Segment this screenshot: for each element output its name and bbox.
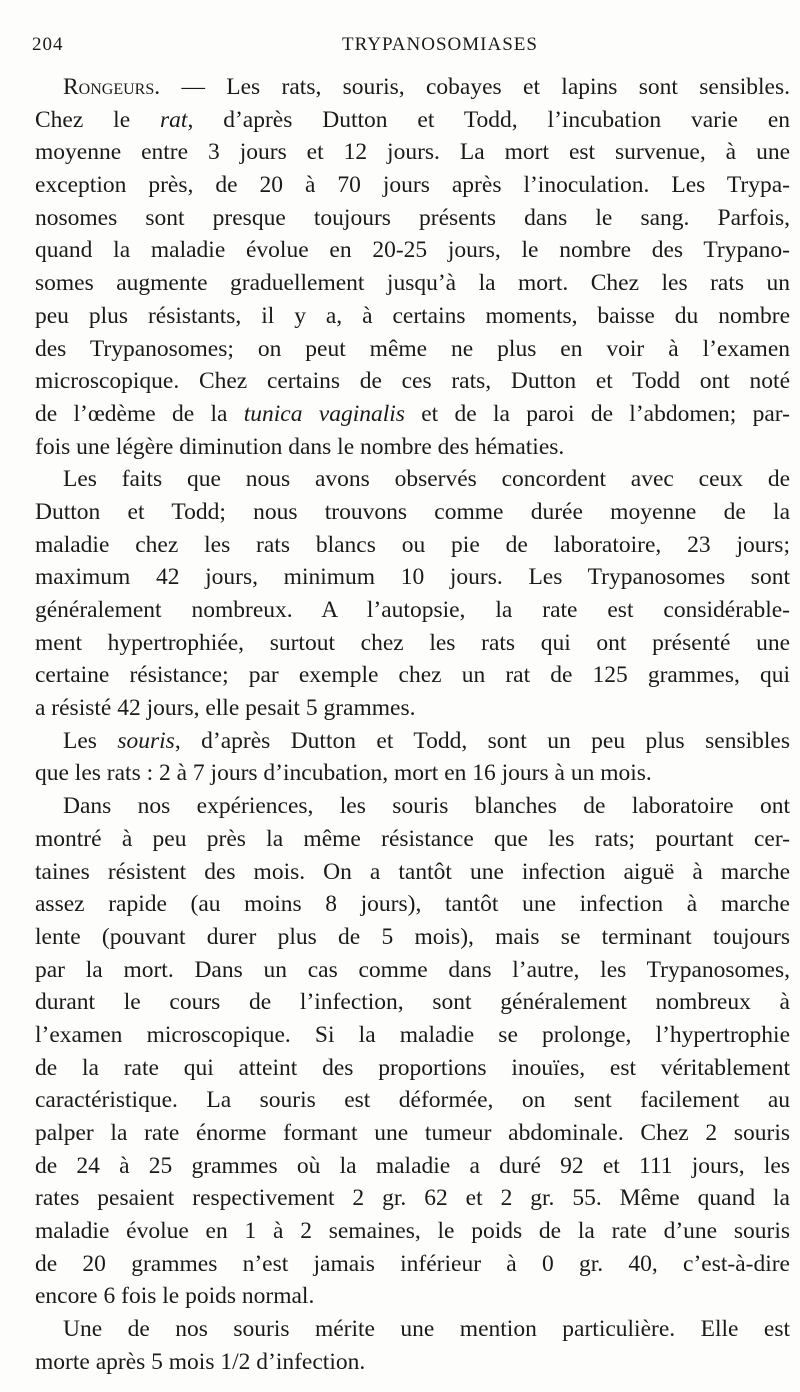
text-run: assez rapide (au moins 8 jours), tantôt une infection à marche xyxy=(35,891,790,918)
text-line xyxy=(35,1313,790,1346)
text-run: maximum 42 jours, minimum 10 jours. Les Trypanosomes sont xyxy=(35,564,790,591)
text-run: Dans nos expériences, les souris blanches de laboratoire ont xyxy=(63,793,790,820)
text-line xyxy=(35,234,790,267)
text-line xyxy=(35,398,790,431)
text-run: a résisté 42 jours, elle pesait 5 grammes. xyxy=(35,695,416,722)
text-run: caractéristique. La souris est déformée, on sent facilement au xyxy=(35,1087,790,1114)
text-line xyxy=(35,300,790,333)
text-run: que les rats : 2 à 7 jours d’incubation, mort en 16 jours à un mois. xyxy=(35,760,652,787)
text-run: morte après 5 mois 1/2 d’infection. xyxy=(35,1348,366,1375)
text-run: rates pesaient respectivement 2 gr. 62 et 2 gr. 55. Même quand la xyxy=(35,1185,790,1212)
text-run: maladie évolue en 1 à 2 semaines, le poids de la rate d’une souris xyxy=(35,1218,790,1245)
text-line xyxy=(35,1052,790,1085)
text-run: maladie chez les rats blancs ou pie de laboratoire, 23 jours; xyxy=(35,531,790,558)
text-run: certaine résistance; par exemple chez un rat de 125 grammes, qui xyxy=(35,662,790,689)
italic-text: rat xyxy=(160,106,188,133)
text-line xyxy=(35,1215,790,1248)
paragraph xyxy=(35,1313,790,1378)
text-run: Les xyxy=(63,727,118,754)
italic-text: souris xyxy=(117,727,175,754)
text-line xyxy=(35,431,790,464)
text-run: de 24 à 25 grammes où la maladie a duré 92 et 111 jours, les xyxy=(35,1152,790,1179)
text-run: par la mort. Dans un cas comme dans l’autre, les Trypanosomes, xyxy=(35,956,790,983)
text-line xyxy=(35,1084,790,1117)
text-run: de 20 grammes n’est jamais inférieur à 0 gr. 40, c’est-à-dire xyxy=(35,1250,790,1277)
text-run: fois une légère diminution dans le nombre des hématies. xyxy=(35,433,565,460)
text-run: , d’après Dutton et Todd, l’incubation varie en xyxy=(187,106,790,133)
text-run: taines résistent des mois. On a tantôt une infection aiguë à marche xyxy=(35,858,790,885)
text-line xyxy=(35,921,790,954)
text-line xyxy=(35,136,790,169)
text-line xyxy=(35,1117,790,1150)
text-run: généralement nombreux. A l’autopsie, la rate est considérable- xyxy=(35,597,790,623)
text-run: de l’œdème de la xyxy=(35,400,244,427)
text-run: . — Les rats, souris, cobayes et lapins sont sensibles. xyxy=(154,74,790,100)
text-line xyxy=(35,823,790,856)
text-line xyxy=(35,659,790,692)
text-line xyxy=(35,757,790,790)
body-text xyxy=(35,71,790,1379)
text-line xyxy=(35,169,790,202)
running-head xyxy=(32,34,788,64)
text-line xyxy=(35,71,790,104)
text-run: lente (pouvant durer plus de 5 mois), mais se terminant toujours xyxy=(35,923,790,950)
text-line xyxy=(35,1019,790,1052)
page-number: 204 xyxy=(32,34,64,55)
text-run: peu plus résistants, il y a, à certains moments, baisse du nombre xyxy=(35,302,790,329)
text-run: encore 6 fois le poids normal. xyxy=(35,1283,315,1310)
text-line xyxy=(35,954,790,987)
text-line xyxy=(35,725,790,758)
text-run: quand la maladie évolue en 20-25 jours, le nombre des Trypano- xyxy=(35,237,790,264)
text-line xyxy=(35,104,790,137)
paragraph xyxy=(35,71,790,463)
text-line xyxy=(35,496,790,529)
text-line xyxy=(35,1150,790,1183)
text-run: nosomes sont presque toujours présents dans le sang. Parfois, xyxy=(35,204,790,231)
text-line xyxy=(35,1346,790,1379)
text-run: des Trypanosomes; on peut même ne plus en voir à l’examen xyxy=(35,335,790,362)
paragraph xyxy=(35,790,790,1313)
text-run: durant le cours de l’infection, sont généralement nombreux à xyxy=(35,989,790,1016)
text-line xyxy=(35,561,790,594)
text-line xyxy=(35,594,790,627)
text-line xyxy=(35,1248,790,1281)
text-run: Chez le xyxy=(35,106,161,133)
text-line xyxy=(35,790,790,823)
text-run: ment hypertrophiée, surtout chez les rats qui ont présenté une xyxy=(35,629,790,656)
paragraph xyxy=(35,725,790,790)
text-line xyxy=(35,529,790,562)
text-line xyxy=(35,267,790,300)
text-line xyxy=(35,333,790,366)
text-run: palper la rate énorme formant une tumeur abdominale. Chez 2 souris xyxy=(35,1120,790,1146)
text-run: exception près, de 20 à 70 jours après l’inoculation. Les Trypa- xyxy=(35,172,790,199)
text-run: Les faits que nous avons observés concordent avec ceux de xyxy=(63,466,790,493)
text-run: de la rate qui atteint des proportions inouïes, est véritablement xyxy=(35,1054,790,1081)
text-run: moyenne entre 3 jours et 12 jours. La mort est survenue, à une xyxy=(35,139,790,166)
text-run: montré à peu près la même résistance que les rats; pourtant cer- xyxy=(35,825,790,852)
text-run: l’examen microscopique. Si la maladie se prolonge, l’hypertrophie xyxy=(35,1021,790,1048)
text-line xyxy=(35,986,790,1019)
running-title: TRYPANOSOMIASES xyxy=(342,34,538,55)
text-run: et de la paroi de l’abdomen; par- xyxy=(404,400,790,427)
paragraph xyxy=(35,463,790,725)
text-line xyxy=(35,856,790,889)
text-line xyxy=(35,365,790,398)
text-run: , d’après Dutton et Todd, sont un peu plus sensibles xyxy=(174,727,790,754)
text-line xyxy=(35,1280,790,1313)
text-run: microscopique. Chez certains de ces rats, Dutton et Todd ont noté xyxy=(35,368,790,395)
text-line xyxy=(35,627,790,660)
text-line xyxy=(35,888,790,921)
text-line xyxy=(35,202,790,235)
italic-text: tunica vaginalis xyxy=(243,400,405,427)
text-run: somes augmente graduellement jusqu’à la mort. Chez les rats un xyxy=(35,270,790,297)
text-line xyxy=(35,463,790,496)
text-run: Dutton et Todd; nous trouvons comme durée moyenne de la xyxy=(35,498,790,525)
text-line xyxy=(35,1182,790,1215)
small-caps-text: Rongeurs xyxy=(63,74,155,100)
text-run: Une de nos souris mérite une mention particulière. Elle est xyxy=(63,1316,790,1343)
text-line xyxy=(35,692,790,725)
